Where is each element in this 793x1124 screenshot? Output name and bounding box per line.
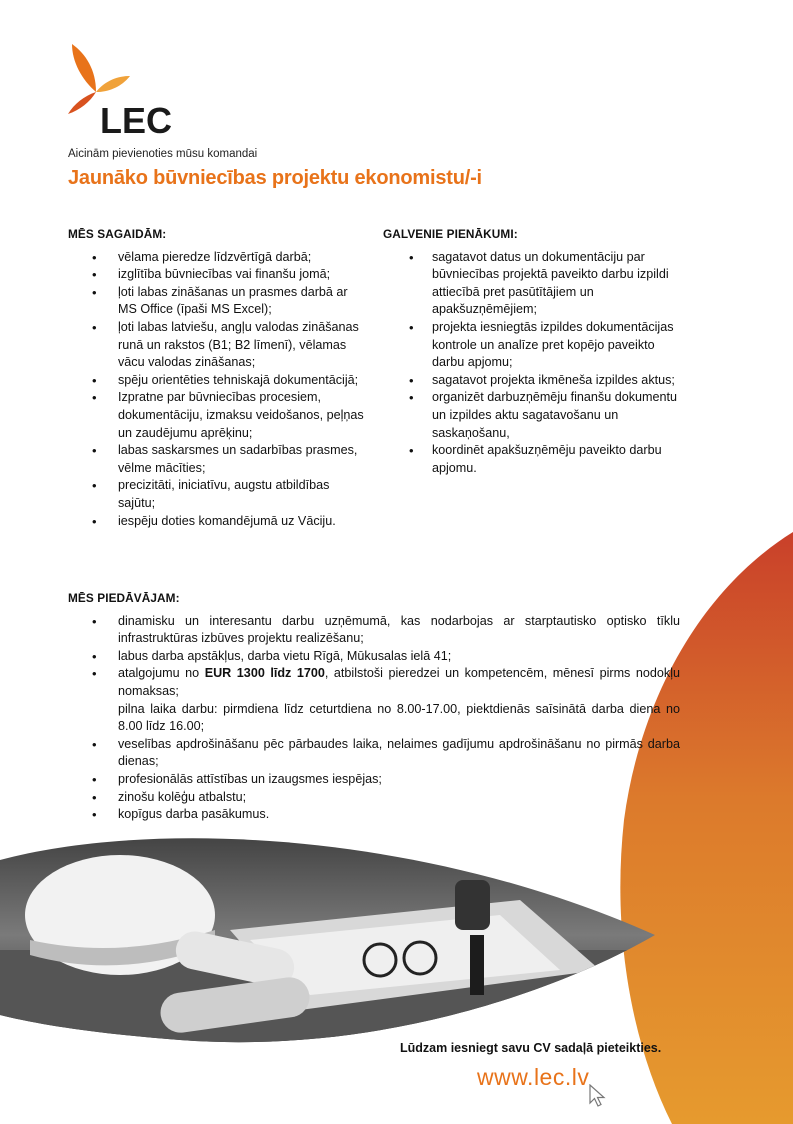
list-item: • profesionālās attīstības un izaugsmes iespējas; bbox=[68, 771, 680, 789]
list-item: • labus darba apstākļus, darba vietu Rīgā, Mūkusalas ielā 41; bbox=[68, 648, 680, 666]
cv-call-to-action: Lūdzam iesniegt savu CV sadaļā pieteikties. bbox=[400, 1041, 662, 1055]
lec-logo bbox=[64, 40, 194, 140]
duties-list bbox=[383, 249, 685, 478]
list-item: • ļoti labas latviešu, angļu valodas zināšanas runā un rakstos (B1; B2 līmenī), vēlamas vācu valodas zināšanas; bbox=[68, 319, 368, 372]
requirements-heading: MĒS SAGAIDĀM: bbox=[68, 227, 167, 241]
duties-section bbox=[383, 226, 685, 477]
list-item-salary bbox=[68, 665, 680, 735]
offer-list bbox=[68, 613, 680, 824]
list-item: • izglītība būvniecības vai finanšu jomā; bbox=[68, 266, 368, 284]
list-item: • organizēt darbuzņēmēju finanšu dokumentu un izpildes aktu sagatavošanu un saskaņošanu, bbox=[383, 389, 685, 442]
salary-post: , atbilstoši pieredzei un kompetencēm, mēnesī pirms nodokļu nomaksas; bbox=[118, 666, 680, 698]
offer-heading: MĒS PIEDĀVĀJAM: bbox=[68, 591, 180, 605]
list-item: • projekta iesniegtās izpildes dokumentācijas kontrole un analīze pret kopējo paveikto darbu apjomu; bbox=[383, 319, 685, 372]
salary-range: EUR 1300 līdz 1700 bbox=[204, 666, 325, 681]
job-title: Jaunāko būvniecības projektu ekonomistu/-i bbox=[68, 167, 482, 189]
website-link[interactable]: www.lec.lv bbox=[477, 1064, 590, 1090]
work-hours: pilna laika darbu: pirmdiena līdz ceturtdiena no 8.00-17.00, piektdienās saīsinātā darba diena no 8.00 līdz 16.00; bbox=[118, 701, 680, 734]
list-item: • Izpratne par būvniecības procesiem, dokumentāciju, izmaksu veidošanos, peļņas un zaudējumu aprēķinu; bbox=[68, 389, 368, 442]
intro-text: Aicinām pievienoties mūsu komandai bbox=[68, 148, 258, 160]
list-item: • vēlama pieredze līdzvērtīgā darbā; bbox=[68, 249, 368, 267]
list-item: • iespēju doties komandējumā uz Vāciju. bbox=[68, 513, 368, 531]
list-item: • precizitāti, iniciatīvu, augstu atbildības sajūtu; bbox=[68, 477, 368, 512]
salary-pre: atalgojumu no bbox=[118, 666, 205, 681]
list-item: • spēju orientēties tehniskajā dokumentācijā; bbox=[68, 372, 368, 390]
list-item: • dinamisku un interesantu darbu uzņēmumā, kas nodarbojas ar starptautisko optisko tīklu infrastruktūras izbūves projektu realizēšanu; bbox=[68, 613, 680, 648]
list-item: • sagatavot projekta ikmēneša izpildes aktus; bbox=[383, 372, 685, 390]
duties-heading: GALVENIE PIENĀKUMI: bbox=[383, 227, 518, 241]
list-item: • labas saskarsmes un sadarbības prasmes, vēlme mācīties; bbox=[68, 442, 368, 477]
list-item: • sagatavot datus un dokumentāciju par būvniecības projektā paveikto darbu izpildi attiecībā pret pasūtītājiem un apakšuzņēmējiem; bbox=[383, 249, 685, 319]
cursor-icon bbox=[588, 1084, 608, 1108]
list-item: • ļoti labas zināšanas un prasmes darbā ar MS Office (īpaši MS Excel); bbox=[68, 284, 368, 319]
requirements-list bbox=[68, 249, 368, 531]
requirements-section bbox=[68, 226, 368, 530]
offer-section bbox=[68, 590, 680, 824]
list-item: • zinošu kolēģu atbalstu; bbox=[68, 789, 680, 807]
list-item: • veselības apdrošināšanu pēc pārbaudes laika, nelaimes gadījumu apdrošināšanu no pirmās darba dienas; bbox=[68, 736, 680, 771]
list-item: • kopīgus darba pasākumus. bbox=[68, 806, 680, 824]
office-desk-photo bbox=[0, 820, 793, 1050]
list-item: • koordinēt apakšuzņēmēju paveikto darbu apjomu. bbox=[383, 442, 685, 477]
logo-text: LEC bbox=[100, 100, 172, 140]
